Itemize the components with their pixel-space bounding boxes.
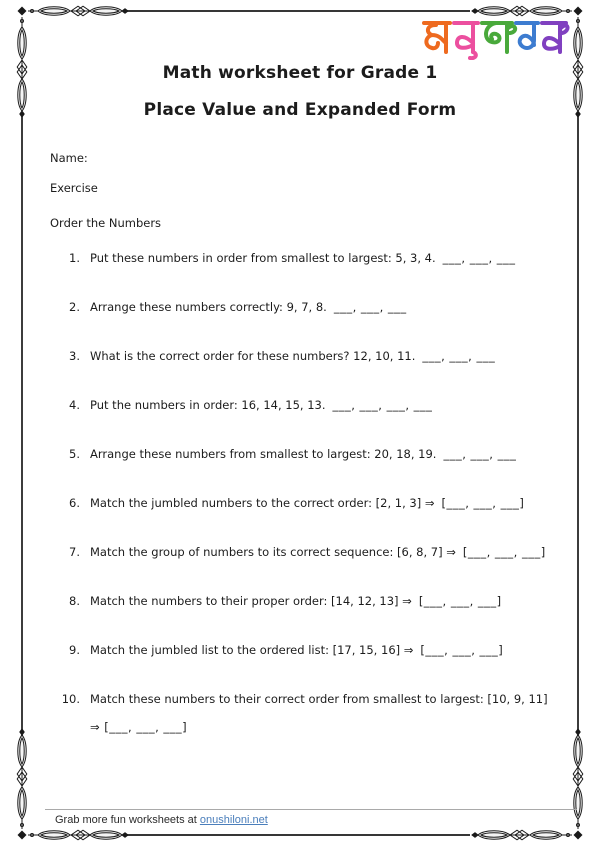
question-number: 10. [61,692,80,706]
footer-link[interactable]: onushiloni.net [199,814,268,826]
question-text: What is the correct order for these numbers? 12, 10, 11. [90,349,416,363]
question-body [90,391,575,419]
footer-text [55,813,268,827]
question-list [50,244,575,741]
question-text: Put these numbers in order from smallest to largest: 5, 3, 4. [90,251,436,265]
question-blanks: [___, ___, ___] [418,594,502,608]
question-blanks: ___, ___, ___, ___ [332,398,433,412]
question-number: 7. [69,545,80,559]
question-item [50,587,575,615]
question-blanks: ___, ___, ___ [442,251,516,265]
question-blanks: ___, ___, ___ [422,349,496,363]
question-item [50,342,575,370]
footer-divider [45,809,577,810]
question-body [90,440,575,468]
question-blanks: ___, ___, ___ [443,447,517,461]
question-body [90,244,575,272]
question-number: 4. [69,398,80,412]
logo-letter [424,23,450,52]
question-blanks: [___, ___, ___] [420,643,504,657]
question-blanks: ⇒ [___, ___, ___] [90,720,188,734]
question-body [90,538,575,566]
question-body [90,587,575,615]
logo-letter [516,23,538,48]
logo-letter [482,23,515,52]
question-number: 9. [69,643,80,657]
question-text: Match the jumbled numbers to the correct order: [2, 1, 3] ⇒ [90,496,435,510]
question-item [50,636,575,664]
question-number: 3. [69,349,80,363]
question-blanks: [___, ___, ___] [441,496,525,510]
question-body [90,636,575,664]
question-body [90,293,575,321]
question-text: Arrange these numbers correctly: 9, 7, 8. [90,300,327,314]
question-item [50,538,575,566]
question-number: 1. [69,251,80,265]
question-body [90,489,575,517]
worksheet-title: Math worksheet for Grade 1 [162,63,438,83]
worksheet-body [50,150,575,762]
question-text: Match the jumbled list to the ordered list: [17, 15, 16] ⇒ [90,643,414,657]
question-text: Match these numbers to their correct order from smallest to largest: [10, 9, 11] [90,692,548,706]
exercise-label: Exercise [50,181,98,195]
question-item [50,391,575,419]
question-blanks: ___, ___, ___ [333,300,407,314]
question-body [90,342,575,370]
question-number: 8. [69,594,80,608]
question-text: Match the numbers to their proper order: [14, 12, 13] ⇒ [90,594,412,608]
question-item [50,244,575,272]
question-number: 6. [69,496,80,510]
question-item [50,440,575,468]
question-body [90,685,575,741]
question-item [50,685,575,741]
question-number: 2. [69,300,80,314]
logo-letter [542,23,568,52]
question-item [50,293,575,321]
question-blanks: [___, ___, ___] [462,545,546,559]
brand-logo [420,16,570,60]
question-text: Put the numbers in order: 16, 14, 15, 13. [90,398,326,412]
question-text: Match the group of numbers to its correct sequence: [6, 8, 7] ⇒ [90,545,456,559]
section-heading: Order the Numbers [50,216,162,230]
question-number: 5. [69,447,80,461]
logo-letter [454,23,478,58]
footer-label: Grab more fun worksheets at [55,814,197,826]
name-label: Name: [50,151,88,165]
question-text: Arrange these numbers from smallest to largest: 20, 18, 19. [90,447,437,461]
question-item [50,489,575,517]
worksheet-subtitle: Place Value and Expanded Form [143,100,457,120]
